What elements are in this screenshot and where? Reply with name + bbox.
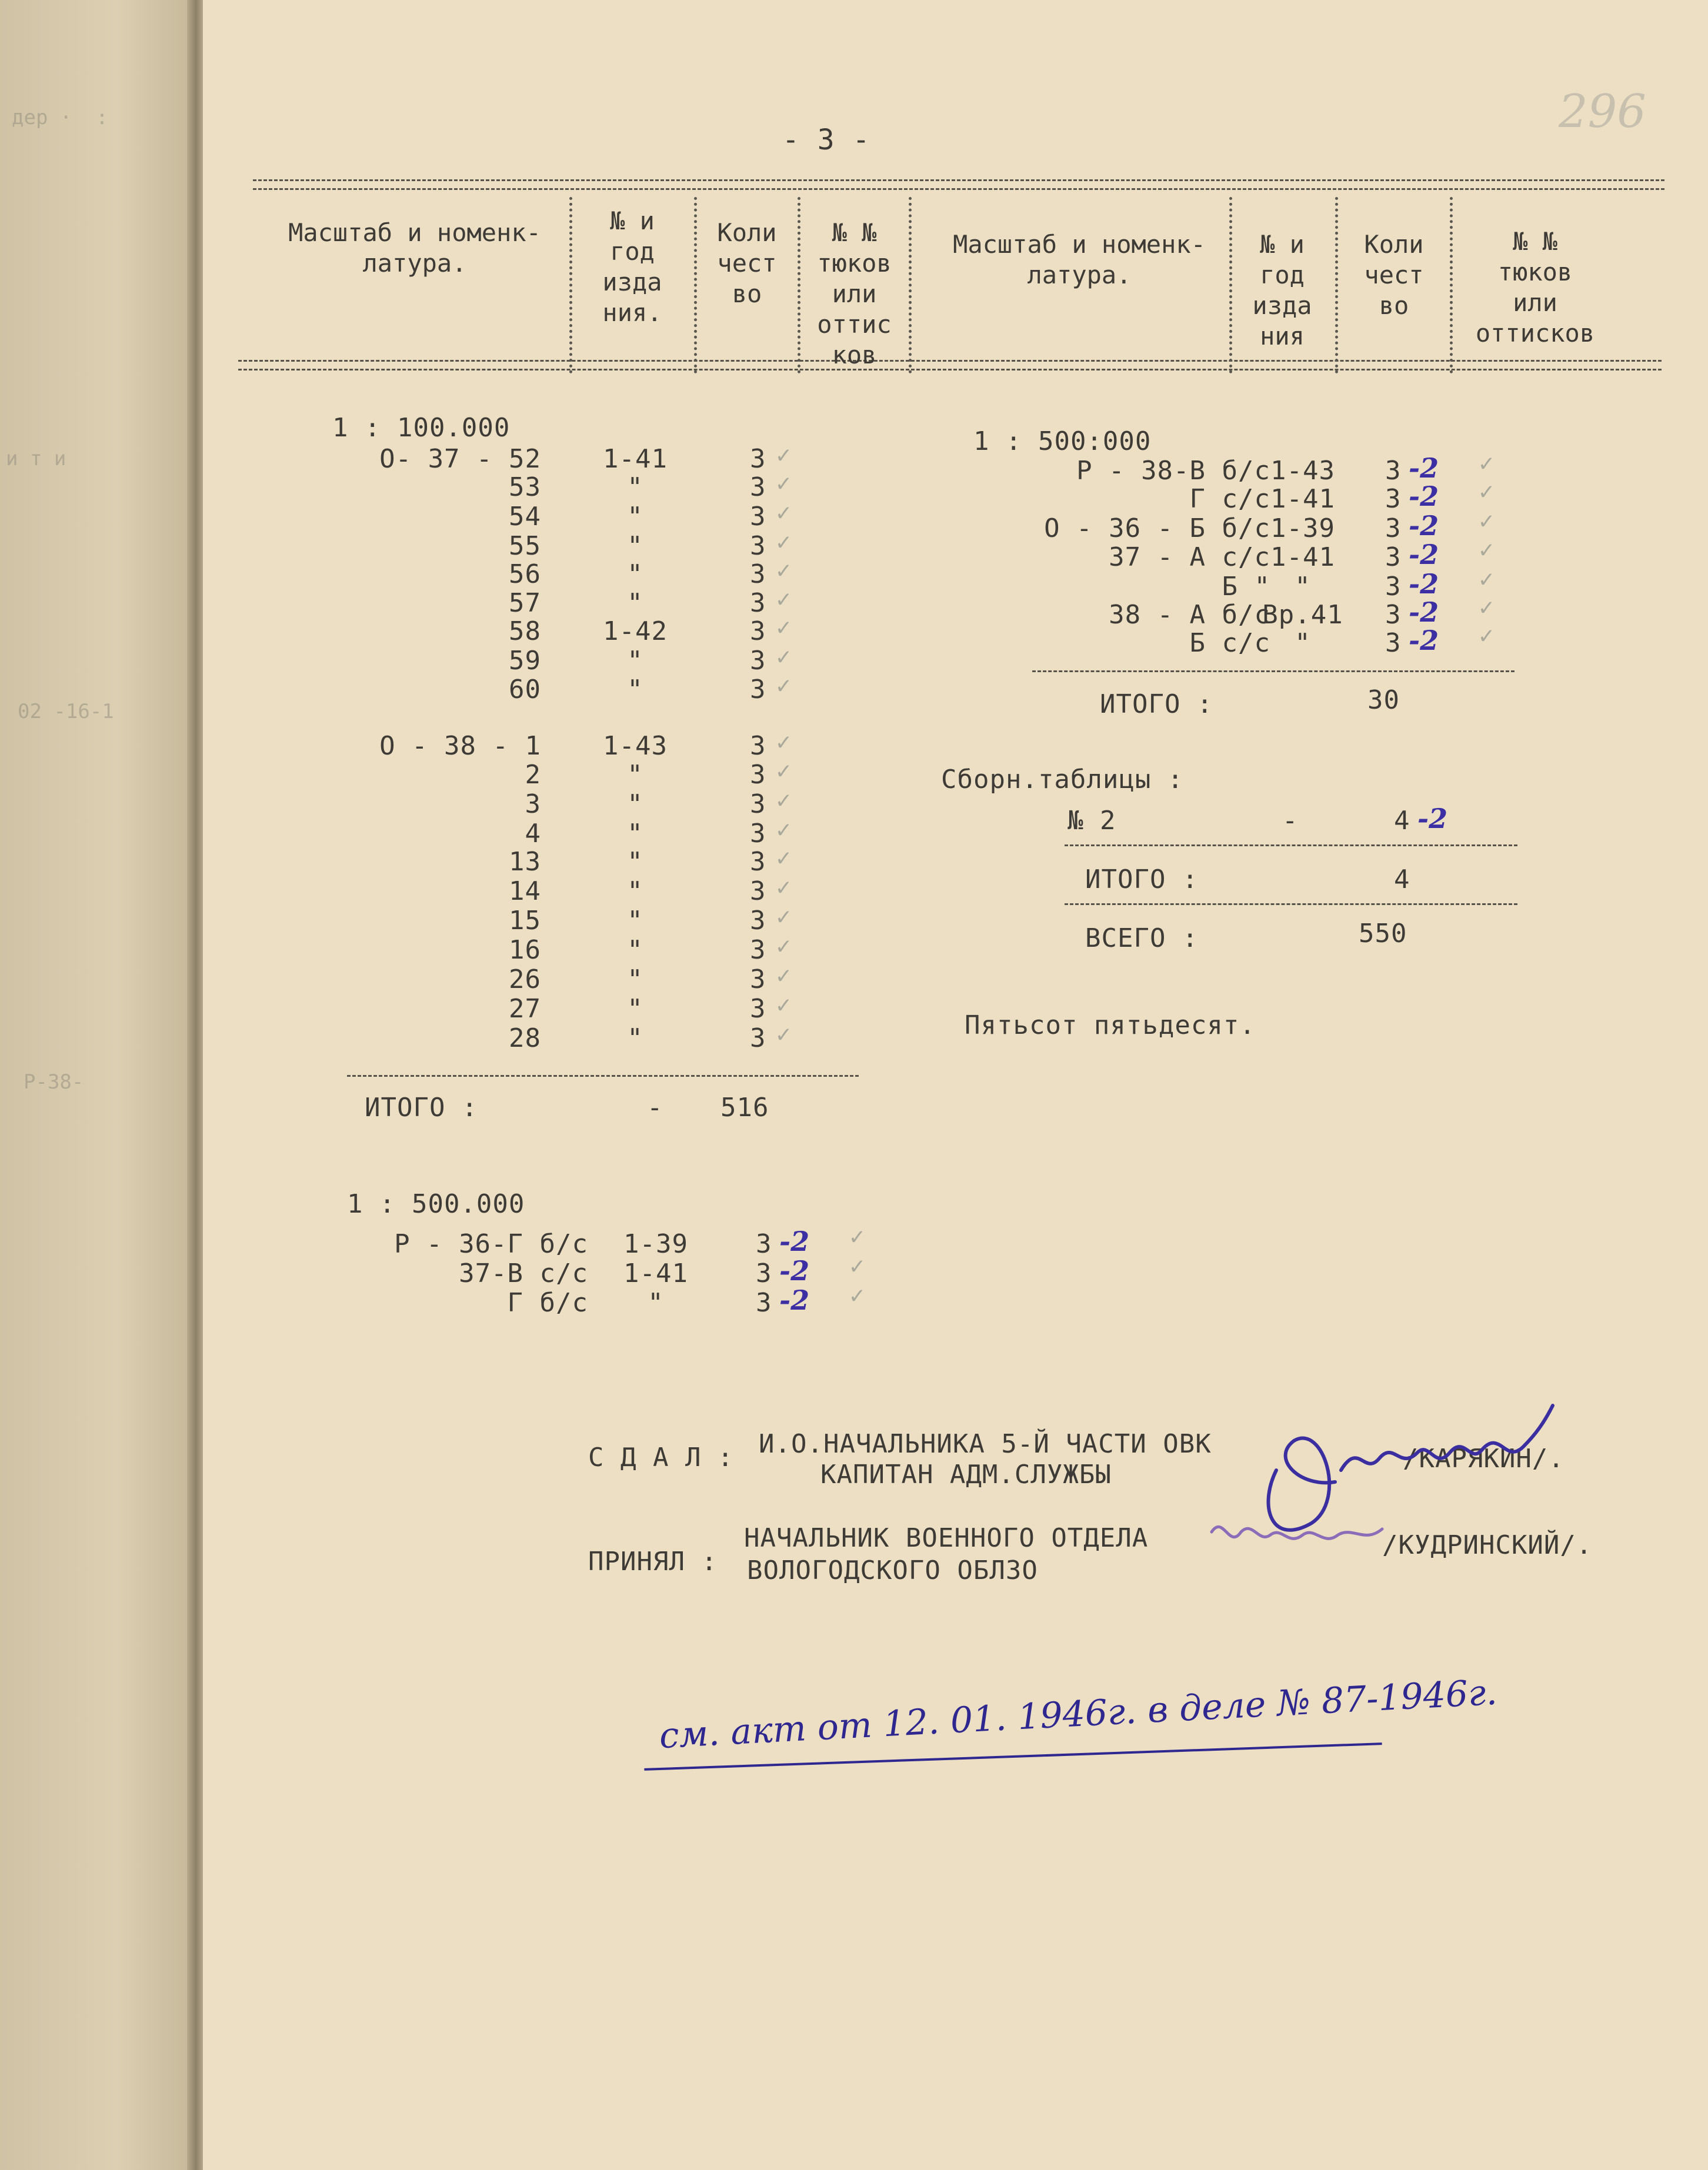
row-handwritten-note: -2 — [1409, 625, 1439, 656]
row-nomenclature: О- 37 - 52 — [379, 444, 541, 474]
row-edition: " — [648, 1288, 664, 1318]
row-quantity: 3 — [750, 847, 766, 877]
left-scale-2: 1 : 500.000 — [347, 1189, 525, 1219]
checkmark-icon: ✓ — [776, 729, 791, 756]
row-quantity: 3 — [750, 588, 766, 618]
row-quantity: 3 — [750, 531, 766, 561]
right-total-value: 30 — [1367, 685, 1400, 715]
row-nomenclature: 28 — [509, 1023, 541, 1053]
row-quantity: 3 — [750, 760, 766, 790]
checkmark-icon: ✓ — [776, 757, 791, 784]
col-separator — [569, 197, 572, 373]
row-edition: 1-41 — [603, 444, 668, 474]
right-scale-1: 1 : 500:000 — [973, 426, 1152, 456]
row-quantity: 3 — [1385, 628, 1402, 658]
checkmark-icon: ✓ — [776, 1021, 791, 1048]
row-quantity: 3 — [1385, 513, 1402, 543]
row-edition: " — [627, 531, 643, 561]
handwritten-archive-note: см. акт от 12. 01. 1946г. в деле № 87-1946г. — [658, 1671, 1499, 1757]
row-nomenclature: 60 — [509, 675, 541, 705]
total-rule — [1065, 903, 1517, 905]
received-position-2: ВОЛОГОДСКОГО ОБЛЗО — [747, 1555, 1038, 1585]
row-quantity: 3 — [750, 502, 766, 532]
row-edition: 1-42 — [603, 616, 668, 646]
checkmark-icon: ✓ — [776, 874, 791, 901]
row-quantity: 3 — [750, 789, 766, 819]
row-edition: " — [1295, 628, 1311, 658]
row-nomenclature: 16 — [509, 935, 541, 965]
row-quantity: 3 — [750, 819, 766, 849]
tables-item-note: -2 — [1417, 803, 1448, 834]
row-edition: " — [627, 876, 643, 906]
row-nomenclature: 57 — [509, 588, 541, 618]
row-quantity: 3 — [1385, 484, 1402, 514]
row-nomenclature: О - 38 - 1 — [379, 731, 541, 761]
row-edition: 1-39 — [1270, 513, 1335, 543]
left-total-value: 516 — [720, 1093, 769, 1123]
header-right-bales: № № тюков или оттисков — [1475, 227, 1595, 348]
grand-total-label: ВСЕГО : — [1085, 923, 1199, 953]
header-right-scale: Масштаб и номенк- латура. — [953, 230, 1206, 289]
row-quantity: 3 — [750, 646, 766, 676]
received-label: ПРИНЯЛ : — [588, 1547, 718, 1577]
row-edition: 1-39 — [623, 1229, 688, 1259]
row-nomenclature: 38 - А б/с — [1109, 600, 1270, 630]
received-name: /КУДРИНСКИЙ/. — [1382, 1530, 1593, 1560]
row-nomenclature: 13 — [509, 847, 541, 877]
checkmark-icon: ✓ — [776, 844, 791, 872]
header-left-scale: Масштаб и номенк- латура. — [288, 218, 541, 278]
checkmark-icon: ✓ — [1479, 508, 1494, 535]
checkmark-icon: ✓ — [1479, 478, 1494, 505]
col-separator — [909, 197, 912, 373]
right-total-label: ИТОГО : — [1100, 689, 1213, 719]
handed-name: /КАРЯКИН/. — [1403, 1444, 1564, 1474]
checkmark-icon: ✓ — [1479, 566, 1494, 593]
row-nomenclature: Г б/с — [507, 1288, 588, 1318]
tables-item-dash: - — [1282, 806, 1299, 836]
row-edition: " — [627, 559, 643, 589]
row-handwritten-note: -2 — [779, 1284, 810, 1316]
checkmark-icon: ✓ — [1479, 450, 1494, 477]
tables-total-label: ИТОГО : — [1085, 864, 1199, 894]
row-edition: " — [627, 760, 643, 790]
received-position-1: НАЧАЛЬНИК ВОЕННОГО ОТДЕЛА — [744, 1523, 1149, 1553]
checkmark-icon: ✓ — [776, 933, 791, 960]
row-handwritten-note: -2 — [1409, 510, 1439, 542]
row-edition: " — [1295, 572, 1311, 602]
row-nomenclature: 55 — [509, 531, 541, 561]
checkmark-icon: ✓ — [776, 586, 791, 613]
row-quantity: 3 — [750, 964, 766, 994]
row-nomenclature: 37-В с/с — [459, 1258, 588, 1288]
row-nomenclature: 26 — [509, 964, 541, 994]
total-rule — [1065, 844, 1517, 846]
row-nomenclature: 4 — [525, 819, 541, 849]
tables-total-value: 4 — [1394, 864, 1410, 894]
row-quantity: 3 — [750, 444, 766, 474]
left-total-label: ИТОГО : — [365, 1093, 478, 1123]
row-handwritten-note: -2 — [1409, 568, 1439, 600]
row-edition: " — [627, 906, 643, 936]
row-quantity: 3 — [1385, 456, 1402, 486]
header-right-edition: № и год изда ния — [1252, 230, 1312, 350]
ghost-text: дер · : — [12, 106, 108, 129]
row-quantity: 3 — [750, 559, 766, 589]
row-handwritten-note: -2 — [1409, 539, 1439, 570]
header-left-edition: № и год изда ния. — [602, 206, 662, 327]
row-nomenclature: Г с/с — [1189, 484, 1270, 514]
handed-label: С Д А Л : — [588, 1443, 734, 1473]
tables-title: Сборн.таблицы : — [941, 764, 1184, 794]
row-quantity: 3 — [756, 1288, 772, 1318]
checkmark-icon: ✓ — [1479, 536, 1494, 563]
checkmark-icon: ✓ — [776, 962, 791, 989]
checkmark-icon: ✓ — [776, 614, 791, 641]
row-nomenclature: 53 — [509, 472, 541, 502]
row-edition: " — [627, 964, 643, 994]
ghost-text: 02 -16-1 — [18, 700, 114, 723]
checkmark-icon: ✓ — [776, 499, 791, 526]
archive-page-number: 296 — [1559, 85, 1646, 138]
checkmark-icon: ✓ — [776, 787, 791, 814]
row-edition: 1-43 — [1270, 456, 1335, 486]
checkmark-icon: ✓ — [850, 1253, 865, 1280]
header-top-rule — [253, 179, 1664, 190]
row-quantity: 3 — [750, 675, 766, 705]
checkmark-icon: ✓ — [776, 903, 791, 930]
handed-position-1: И.О.НАЧАЛЬНИКА 5-Й ЧАСТИ ОВК — [759, 1429, 1212, 1459]
row-nomenclature: 14 — [509, 876, 541, 906]
row-edition: " — [627, 646, 643, 676]
checkmark-icon: ✓ — [776, 470, 791, 497]
checkmark-icon: ✓ — [776, 442, 791, 469]
row-edition: " — [627, 588, 643, 618]
left-total-dash: - — [647, 1093, 663, 1123]
row-edition: " — [627, 789, 643, 819]
row-edition: " — [627, 994, 643, 1024]
ghost-text: Р-38- — [24, 1070, 84, 1094]
row-nomenclature: Р - 36-Г б/с — [394, 1229, 588, 1259]
checkmark-icon: ✓ — [850, 1282, 865, 1309]
row-edition: " — [627, 847, 643, 877]
row-nomenclature: Б с/с — [1189, 628, 1270, 658]
row-edition: " — [627, 502, 643, 532]
row-quantity: 3 — [750, 906, 766, 936]
row-quantity: 3 — [1385, 572, 1402, 602]
row-handwritten-note: -2 — [1409, 480, 1439, 512]
total-rule — [1032, 670, 1514, 672]
checkmark-icon: ✓ — [1479, 594, 1494, 621]
tables-item-label: № 2 — [1068, 806, 1116, 836]
header-left-bales: № № тюков или оттис ков — [817, 218, 892, 369]
header-bottom-rule — [238, 360, 1662, 370]
row-edition: 1-41 — [1270, 542, 1335, 572]
row-quantity: 3 — [750, 994, 766, 1024]
grand-total-value: 550 — [1359, 919, 1407, 949]
row-quantity: 3 — [750, 876, 766, 906]
checkmark-icon: ✓ — [776, 816, 791, 843]
row-quantity: 3 — [750, 1023, 766, 1053]
ghost-text: и т и — [6, 447, 66, 470]
row-edition: " — [627, 472, 643, 502]
row-edition: Вр.41 — [1262, 600, 1343, 630]
row-nomenclature: 59 — [509, 646, 541, 676]
header-left-quantity: Коли чест во — [717, 218, 777, 308]
left-scale-1: 1 : 100.000 — [332, 413, 511, 443]
tables-item-qty: 4 — [1394, 806, 1410, 836]
checkmark-icon: ✓ — [1479, 622, 1494, 649]
row-edition: " — [627, 1023, 643, 1053]
total-rule — [347, 1075, 859, 1077]
checkmark-icon: ✓ — [776, 529, 791, 556]
previous-page-edge — [0, 0, 194, 2170]
checkmark-icon: ✓ — [776, 643, 791, 670]
page-label: - 3 - — [782, 123, 870, 156]
row-quantity: 3 — [750, 731, 766, 761]
row-nomenclature: Р - 38-В б/с — [1076, 456, 1270, 486]
row-quantity: 3 — [750, 616, 766, 646]
row-nomenclature: 56 — [509, 559, 541, 589]
row-edition: " — [627, 935, 643, 965]
row-nomenclature: Б " — [1222, 572, 1270, 602]
checkmark-icon: ✓ — [850, 1223, 865, 1250]
row-quantity: 3 — [1385, 600, 1402, 630]
row-edition: 1-43 — [603, 731, 668, 761]
row-nomenclature: 3 — [525, 789, 541, 819]
handwritten-signature-kudrinsky — [1206, 1503, 1394, 1573]
total-in-words: Пятьсот пятьдесят. — [965, 1010, 1256, 1040]
row-handwritten-note: -2 — [779, 1255, 810, 1287]
row-quantity: 3 — [750, 472, 766, 502]
row-edition: 1-41 — [623, 1258, 688, 1288]
row-edition: " — [627, 675, 643, 705]
handed-position-2: КАПИТАН АДМ.СЛУЖБЫ — [820, 1460, 1112, 1490]
row-handwritten-note: -2 — [1409, 452, 1439, 484]
row-quantity: 3 — [756, 1258, 772, 1288]
row-quantity: 3 — [750, 935, 766, 965]
row-nomenclature: О - 36 - Б б/с — [1044, 513, 1270, 543]
row-edition: 1-41 — [1270, 484, 1335, 514]
checkmark-icon: ✓ — [776, 672, 791, 699]
row-nomenclature: 58 — [509, 616, 541, 646]
row-nomenclature: 54 — [509, 502, 541, 532]
row-handwritten-note: -2 — [779, 1226, 810, 1257]
header-right-quantity: Коли чест во — [1364, 230, 1424, 320]
row-edition: " — [627, 819, 643, 849]
row-nomenclature: 15 — [509, 906, 541, 936]
checkmark-icon: ✓ — [776, 557, 791, 584]
row-quantity: 3 — [1385, 542, 1402, 572]
checkmark-icon: ✓ — [776, 991, 791, 1019]
row-quantity: 3 — [756, 1229, 772, 1259]
row-nomenclature: 27 — [509, 994, 541, 1024]
row-nomenclature: 37 - А с/с — [1109, 542, 1270, 572]
row-nomenclature: 2 — [525, 760, 541, 790]
row-handwritten-note: -2 — [1409, 596, 1439, 628]
